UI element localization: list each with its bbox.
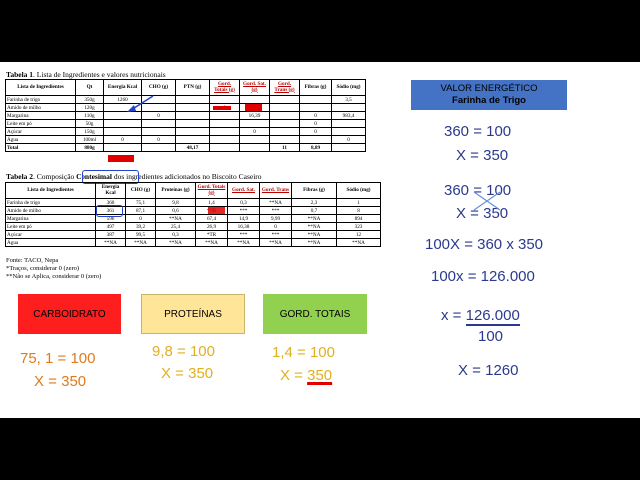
table-cell bbox=[240, 120, 270, 128]
ingredients-table bbox=[5, 79, 366, 152]
table-cell: **NA bbox=[292, 231, 337, 239]
table-cell: Total bbox=[6, 144, 76, 152]
table-cell bbox=[142, 120, 176, 128]
blue-arrow-icon bbox=[125, 94, 155, 114]
table-cell: 50g bbox=[76, 120, 104, 128]
column-header: PTN (g) bbox=[176, 80, 210, 96]
table-row bbox=[6, 144, 366, 152]
table-cell bbox=[210, 96, 240, 104]
composition-table bbox=[5, 182, 381, 247]
table-cell bbox=[210, 144, 240, 152]
table-cell: 39,2 bbox=[126, 223, 156, 231]
table-cell: 150g bbox=[76, 128, 104, 136]
table-cell bbox=[270, 120, 300, 128]
table-cell: **NA bbox=[96, 239, 126, 247]
column-header: Fibras (g) bbox=[292, 183, 337, 199]
table-cell: 0 bbox=[142, 136, 176, 144]
table-cell: 87,1 bbox=[126, 207, 156, 215]
table-row bbox=[6, 104, 366, 112]
table-cell: 880g bbox=[76, 144, 104, 152]
table-cell bbox=[270, 136, 300, 144]
carb-equation-2: X = 350 bbox=[34, 373, 87, 390]
energy-equation-1: 360 = 100 bbox=[444, 123, 512, 140]
energy-equation-7-denominator: 100 bbox=[478, 328, 504, 345]
carb-equation-1: 75, 1 = 100 bbox=[20, 350, 96, 367]
energy-equation-2: X = 350 bbox=[456, 147, 509, 164]
table-cell: Leite em pó bbox=[6, 120, 76, 128]
table-cell: Açúcar bbox=[6, 231, 96, 239]
table-row bbox=[6, 120, 366, 128]
table-cell: 1,4 bbox=[196, 199, 228, 207]
column-header: Gord. Sat. (g) bbox=[240, 80, 270, 96]
table1-header-row bbox=[6, 80, 366, 96]
table2-caption: Tabela 2. Composição Centesimal dos ingredientes adicionados no Biscoito Caseiro bbox=[6, 172, 262, 181]
table-cell: *TR bbox=[196, 231, 228, 239]
table-cell: Água bbox=[6, 239, 96, 247]
table-cell: *** bbox=[228, 231, 260, 239]
table-cell bbox=[176, 112, 210, 120]
table-row bbox=[6, 231, 381, 239]
table-cell: *** bbox=[260, 231, 292, 239]
energy-equation-5: 100X = 360 x 350 bbox=[425, 236, 544, 253]
table-cell bbox=[142, 144, 176, 152]
table-row bbox=[6, 128, 366, 136]
table-cell: 16,39 bbox=[240, 112, 270, 120]
table-cell bbox=[240, 144, 270, 152]
table-cell: 11 bbox=[270, 144, 300, 152]
red-mark bbox=[208, 207, 225, 214]
table-cell: Água bbox=[6, 136, 76, 144]
table-cell: **NA bbox=[156, 215, 196, 223]
table-cell bbox=[332, 128, 366, 136]
table-cell bbox=[104, 144, 142, 152]
highlight-box bbox=[96, 205, 123, 217]
source-note: Fonte: TACO, Nepa bbox=[6, 257, 59, 264]
table-cell: Margarina bbox=[6, 215, 96, 223]
table-cell bbox=[210, 112, 240, 120]
table-cell: **NA bbox=[156, 239, 196, 247]
table-cell: 14,9 bbox=[228, 215, 260, 223]
table-cell bbox=[300, 136, 332, 144]
column-header: CHO (g) bbox=[126, 183, 156, 199]
table-cell: 75,1 bbox=[126, 199, 156, 207]
table-cell: 0 bbox=[126, 215, 156, 223]
table-cell: Amido de milho bbox=[6, 207, 96, 215]
table-cell bbox=[104, 120, 142, 128]
table-cell bbox=[104, 128, 142, 136]
column-header: Lista de Ingredientes bbox=[6, 183, 96, 199]
table-cell bbox=[142, 128, 176, 136]
column-header: Energia Kcal bbox=[96, 183, 126, 199]
fat-equation-1: 1,4 = 100 bbox=[272, 344, 335, 361]
table-row bbox=[6, 112, 366, 120]
column-header: Energia Kcal bbox=[104, 80, 142, 96]
table-cell: 361 bbox=[96, 207, 126, 215]
table-cell: 9,8 bbox=[156, 199, 196, 207]
table-cell: **NA bbox=[260, 199, 292, 207]
table-cell: 100ml bbox=[76, 136, 104, 144]
table-cell: Farinha de trigo bbox=[6, 96, 76, 104]
table-cell: 110g bbox=[76, 112, 104, 120]
column-header: Gord. Totais (g) bbox=[210, 80, 240, 96]
table-cell: 0,3 bbox=[228, 199, 260, 207]
table-cell: Açúcar bbox=[6, 128, 76, 136]
column-header: Gord. Totais (g) bbox=[196, 183, 228, 199]
protein-box: PROTEÍNAS bbox=[141, 294, 245, 334]
table-cell: 99,5 bbox=[126, 231, 156, 239]
table-cell: 497 bbox=[96, 223, 126, 231]
na-note: **Não se Aplica, considerar 0 (zero) bbox=[6, 273, 102, 280]
table-cell: 0 bbox=[104, 136, 142, 144]
table-row bbox=[6, 215, 381, 223]
table-cell: **NA bbox=[260, 239, 292, 247]
table-cell: 360 bbox=[96, 199, 126, 207]
column-header: Gord. Trans bbox=[260, 183, 292, 199]
table-cell: 387 bbox=[96, 231, 126, 239]
table-cell: 0,7 bbox=[292, 207, 337, 215]
table-cell: 2,3 bbox=[292, 199, 337, 207]
table-cell: 12 bbox=[337, 231, 381, 239]
column-header: Proteínas (g) bbox=[156, 183, 196, 199]
column-header: Sódio (mg) bbox=[337, 183, 381, 199]
energy-equation-4: X = 350 bbox=[456, 205, 509, 222]
table1-caption: Tabela 1. Lista de Ingredientes e valores nutricionais bbox=[6, 70, 166, 79]
table-cell: 1 bbox=[337, 199, 381, 207]
table-cell: **NA bbox=[292, 215, 337, 223]
table-cell bbox=[332, 104, 366, 112]
table-cell: 1260 bbox=[104, 96, 142, 104]
table-row bbox=[6, 199, 381, 207]
table-cell bbox=[270, 112, 300, 120]
traces-note: *Traços, considerar 0 (zero) bbox=[6, 265, 80, 272]
table-cell: **NA bbox=[337, 239, 381, 247]
table-cell: 8 bbox=[337, 207, 381, 215]
table-row bbox=[6, 96, 366, 104]
table-cell bbox=[332, 120, 366, 128]
table-cell: 8,89 bbox=[300, 144, 332, 152]
column-header: CHO (g) bbox=[142, 80, 176, 96]
table-cell: 323 bbox=[337, 223, 381, 231]
table-cell: 67,4 bbox=[196, 215, 228, 223]
table-cell bbox=[332, 144, 366, 152]
table-cell bbox=[176, 96, 210, 104]
table-cell bbox=[176, 136, 210, 144]
energy-value-box bbox=[411, 80, 567, 110]
table-cell: 16,38 bbox=[228, 223, 260, 231]
table-row bbox=[6, 136, 366, 144]
table-row bbox=[6, 207, 381, 215]
table-cell: 0 bbox=[332, 136, 366, 144]
table-cell bbox=[210, 136, 240, 144]
protein-equation-1: 9,8 = 100 bbox=[152, 343, 215, 360]
table-cell: *** bbox=[228, 207, 260, 215]
table-cell bbox=[270, 96, 300, 104]
column-header: Qt bbox=[76, 80, 104, 96]
table-cell: 26,9 bbox=[196, 223, 228, 231]
table-row bbox=[6, 239, 381, 247]
table-cell: 0 bbox=[142, 112, 176, 120]
table-cell: 0 bbox=[260, 223, 292, 231]
table-cell bbox=[300, 96, 332, 104]
protein-equation-2: X = 350 bbox=[161, 365, 214, 382]
table-cell: 0 bbox=[300, 120, 332, 128]
table-cell bbox=[270, 104, 300, 112]
table-cell: **NA bbox=[126, 239, 156, 247]
table-cell bbox=[240, 136, 270, 144]
energy-equation-6: 100x = 126.000 bbox=[431, 268, 535, 285]
table-cell bbox=[300, 104, 332, 112]
table-cell bbox=[270, 128, 300, 136]
table-cell: **NA bbox=[292, 223, 337, 231]
table2-header-row bbox=[6, 183, 381, 199]
total-fat-box: GORD. TOTAIS bbox=[263, 294, 367, 334]
table-cell: 0,6 bbox=[156, 207, 196, 215]
red-mark bbox=[245, 104, 262, 111]
table-cell: **NA bbox=[196, 239, 228, 247]
energy-equation-3: 360 = 100 bbox=[444, 182, 512, 199]
table-cell bbox=[210, 120, 240, 128]
table-cell: Amido de milho bbox=[6, 104, 76, 112]
energy-title: VALOR ENERGÉTICO bbox=[440, 83, 538, 94]
table-cell: 9,99 bbox=[260, 215, 292, 223]
table-cell: *** bbox=[260, 207, 292, 215]
column-header: Lista de Ingredientes bbox=[6, 80, 76, 96]
table-row bbox=[6, 223, 381, 231]
table-cell: 3,5 bbox=[332, 96, 366, 104]
table-cell: 25,4 bbox=[156, 223, 196, 231]
energy-result: X = 1260 bbox=[458, 362, 519, 379]
table-cell: 48,17 bbox=[176, 144, 210, 152]
slide-canvas bbox=[0, 62, 640, 418]
table-cell: 120g bbox=[76, 104, 104, 112]
table-cell: 894 bbox=[337, 215, 381, 223]
red-mark bbox=[108, 155, 134, 162]
table-cell bbox=[240, 96, 270, 104]
table-cell: **NA bbox=[292, 239, 337, 247]
column-header: Gord. Trans (g) bbox=[270, 80, 300, 96]
table-cell: 0 bbox=[300, 128, 332, 136]
table-cell bbox=[210, 128, 240, 136]
table-cell: **NA bbox=[228, 239, 260, 247]
cross-multiply-icon bbox=[470, 188, 504, 214]
table-cell: 596 bbox=[96, 215, 126, 223]
energy-subtitle: Farinha de Trigo bbox=[452, 95, 526, 106]
fat-equation-2: X = 350 bbox=[280, 367, 333, 384]
table-cell bbox=[176, 128, 210, 136]
column-header: Sódio (mg) bbox=[332, 80, 366, 96]
red-mark bbox=[213, 106, 231, 110]
column-header: Gord. Sat. bbox=[228, 183, 260, 199]
table-cell: 983,4 bbox=[332, 112, 366, 120]
table-cell: 0,3 bbox=[156, 231, 196, 239]
column-header: Fibras (g) bbox=[300, 80, 332, 96]
table-cell: Farinha de trigo bbox=[6, 199, 96, 207]
table-cell bbox=[176, 120, 210, 128]
energy-equation-7: x = 126.000 bbox=[441, 307, 520, 324]
table-cell: Leite em pó bbox=[6, 223, 96, 231]
table-cell: 350g bbox=[76, 96, 104, 104]
carbohydrate-box: CARBOIDRATO bbox=[18, 294, 121, 334]
table-cell: Margarina bbox=[6, 112, 76, 120]
table-cell bbox=[176, 104, 210, 112]
table-cell: 0 bbox=[300, 112, 332, 120]
table-cell: 0 bbox=[240, 128, 270, 136]
